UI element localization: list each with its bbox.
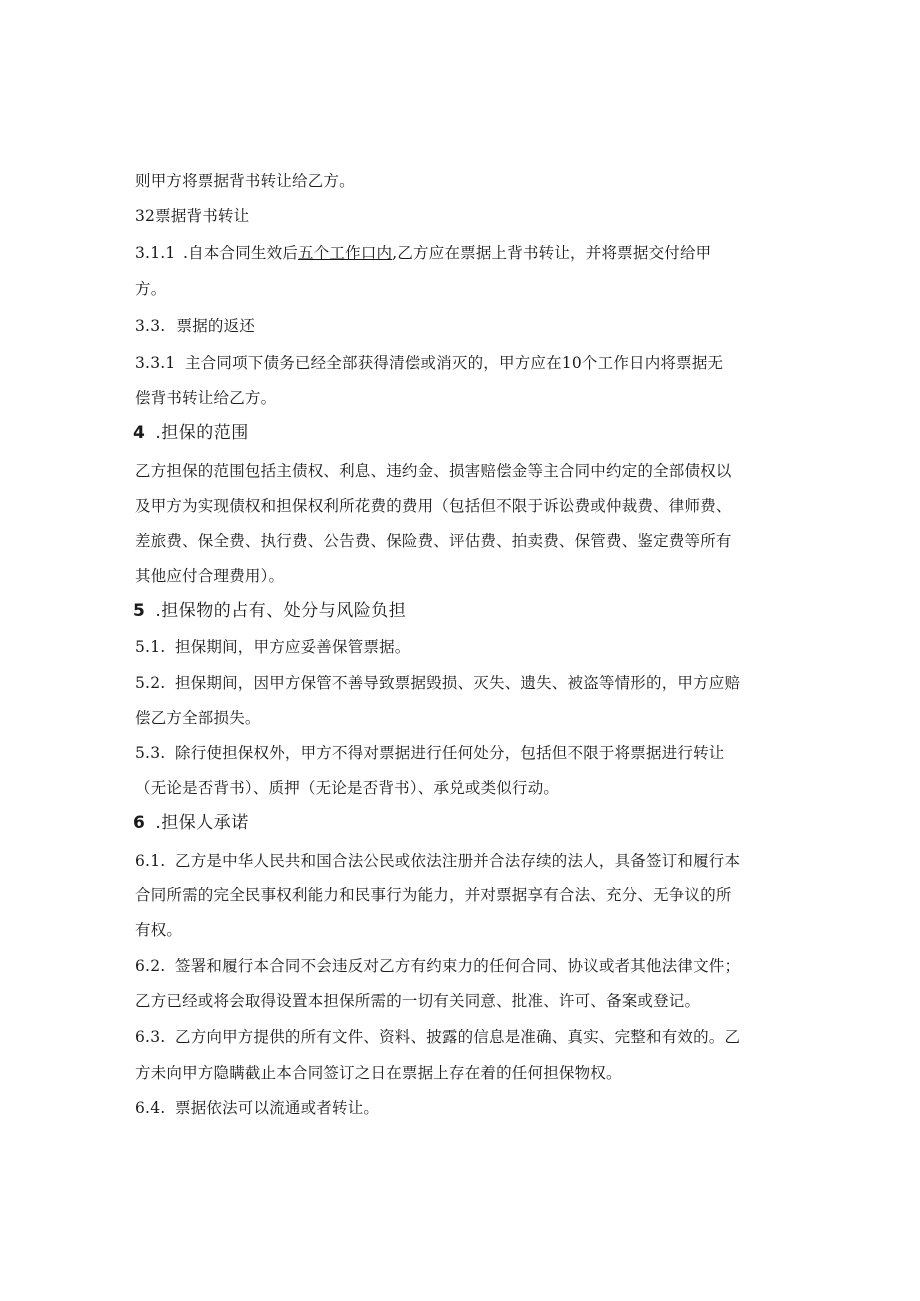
clause-6-3-line-1 <box>135 1026 740 1048</box>
heading-4-title: .担保的范围 <box>155 423 249 443</box>
section-3-3-number: 3.3. <box>135 317 166 335</box>
clause-6-4-number: 6.4. <box>135 1099 166 1117</box>
clause-6-1-line-2-text: 合同所需的完全民事权利能力和民事行为能力，并对票据享有合法、充分、无争议的所 <box>135 886 732 904</box>
clause-6-1-line-2 <box>135 884 732 906</box>
clause-6-4-text: 票据依法可以流通或者转让。 <box>175 1099 380 1117</box>
clause-5-1-number: 5.1. <box>135 638 166 656</box>
clause-3-1-1-line-1 <box>135 242 711 264</box>
section-3-2-title <box>135 205 249 227</box>
clause-6-1-line-3 <box>135 919 182 941</box>
clause-3-1-1-underlined: 五个工作口内 <box>298 244 393 262</box>
heading-5 <box>133 599 406 623</box>
clause-3-3-1-line-1 <box>135 352 723 374</box>
section-3-3-title-text: 票据的返还 <box>176 317 256 335</box>
clause-3-1-1-number: 3.1.1 <box>135 244 176 262</box>
clause-6-1-line-3-text: 有权。 <box>135 921 183 939</box>
clause-6-2-line-1 <box>135 955 740 977</box>
heading-4-number: 4 <box>133 423 146 443</box>
clause-6-1-number: 6.1. <box>135 852 166 870</box>
heading-5-title: .担保物的占有、处分与风险负担 <box>155 601 407 621</box>
clause-5-2-line-1-text: 担保期间，因甲方保管不善导致票据毁损、灭失、遗失、被盗等情形的，甲方应赔 <box>175 674 741 692</box>
clause-3-3-1-line-1-text: 主合同项下债务已经全部获得清偿或消灭的，甲方应在10个工作日内将票据无 <box>185 354 724 372</box>
clause-5-1-text: 担保期间，甲方应妥善保管票据。 <box>175 638 411 656</box>
paragraph-4-line-4 <box>135 565 284 587</box>
paragraph-intro-text: 则甲方将票据背书转让给乙方。 <box>135 172 355 190</box>
paragraph-4-line-3 <box>135 530 732 552</box>
clause-6-3-number: 6.3. <box>135 1028 166 1046</box>
clause-6-2-line-2 <box>135 990 700 1012</box>
clause-6-1-line-1 <box>135 850 740 872</box>
paragraph-4-line-1-text: 乙方担保的范围包括主债权、利息、违约金、损害赔偿金等主合同中约定的全部债权以 <box>135 462 732 480</box>
clause-5-2-line-1 <box>135 672 740 694</box>
paragraph-4-line-2 <box>135 495 732 517</box>
clause-6-2-line-2-text: 乙方已经或将会取得设置本担保所需的一切有关同意、批准、许可、备案或登记。 <box>135 992 701 1010</box>
paragraph-4-line-3-text: 差旅费、保全费、执行费、公告费、保险费、评估费、拍卖费、保管费、鉴定费等所有 <box>135 532 732 550</box>
clause-5-1 <box>135 636 411 658</box>
clause-5-3-line-1 <box>135 742 725 764</box>
clause-6-3-line-2 <box>135 1062 622 1084</box>
clause-3-1-1-post: ,乙方应在票据上背书转让，并将票据交付给甲 <box>392 244 712 262</box>
clause-6-2-number: 6.2. <box>135 957 166 975</box>
clause-5-3-number: 5.3. <box>135 744 166 762</box>
clause-3-3-1-line-2 <box>135 387 276 409</box>
clause-6-3-line-1-text: 乙方向甲方提供的所有文件、资料、披露的信息是准确、真实、完整和有效的。乙 <box>175 1028 741 1046</box>
clause-3-1-1-line-2 <box>135 278 166 300</box>
clause-5-2-number: 5.2. <box>135 674 166 692</box>
section-3-2-title-text: 32票据背书转让 <box>135 207 250 225</box>
clause-5-3-line-1-text: 除行使担保权外，甲方不得对票据进行任何处分，包括但不限于将票据进行转让 <box>175 744 725 762</box>
clause-5-3-line-2 <box>135 777 559 799</box>
clause-3-3-1-number: 3.3.1 <box>135 354 176 372</box>
clause-5-2-line-2 <box>135 707 261 729</box>
paragraph-4-line-4-text: 其他应付合理费用）。 <box>135 567 285 585</box>
clause-6-3-line-2-text: 方未向甲方隐瞒截止本合同签订之日在票据上存在着的任何担保物权。 <box>135 1064 622 1082</box>
section-3-3-title <box>135 315 255 337</box>
paragraph-4-line-1 <box>135 460 732 482</box>
clause-3-1-1-pre: .自本合同生效后 <box>183 244 299 262</box>
clause-5-2-line-2-text: 偿乙方全部损失。 <box>135 709 261 727</box>
clause-3-1-1-line-2-text: 方。 <box>135 280 167 298</box>
heading-6-title: .担保人承诺 <box>155 813 249 833</box>
heading-6-number: 6 <box>133 813 146 833</box>
clause-6-4 <box>135 1097 379 1119</box>
clause-6-1-line-1-text: 乙方是中华人民共和国合法公民或依法注册并合法存续的法人，具备签订和履行本 <box>175 852 741 870</box>
clause-5-3-line-2-text: （无论是否背书）、质押（无论是否背书）、承兑或类似行动。 <box>135 779 560 797</box>
heading-4 <box>133 421 249 445</box>
clause-3-3-1-line-2-text: 偿背书转让给乙方。 <box>135 389 277 407</box>
paragraph-4-line-2-text: 及甲方为实现债权和担保权利所花费的费用（包括但不限于诉讼费或仲裁费、律师费、 <box>135 497 732 515</box>
heading-6 <box>133 811 249 835</box>
heading-5-number: 5 <box>133 601 146 621</box>
paragraph-intro <box>135 170 355 192</box>
clause-6-2-line-1-text: 签署和履行本合同不会违反对乙方有约束力的任何合同、协议或者其他法律文件； <box>175 957 741 975</box>
